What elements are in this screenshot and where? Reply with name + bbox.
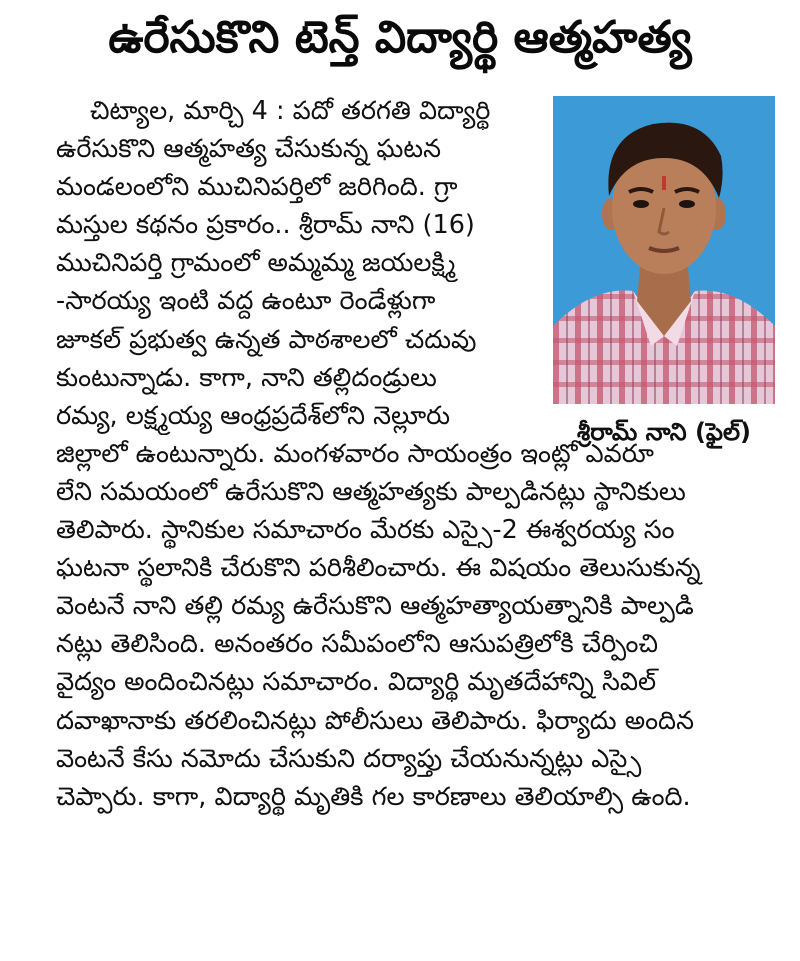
body-line: వెంటనే నాని తల్లి రమ్య ఉరేసుకొని ఆత్మహత్యాయత్నానికి పాల్పడి [56, 591, 694, 622]
body-line: నట్లు తెలిసింది. అనంతరం సమీపంలోని ఆసుపత్రిలోకి చేర్పించి [56, 629, 658, 660]
body-line: రమ్య, లక్ష్మయ్య ఆంధ్రప్రదేశ్‌లోని నెల్లూరు [56, 400, 451, 431]
body-line: మస్తుల కథనం ప్రకారం.. శ్రీరామ్ నాని (16) [56, 210, 475, 241]
body-line: జిల్లాలో ఉంటున్నారు. మంగళవారం సాయంత్రం ఇంట్లో ఎవరూ [56, 438, 654, 469]
body-line: మండలంలోని ముచినిపర్తిలో జరిగింది. గ్రా [56, 172, 458, 203]
headline: ఉరేసుకొని టెన్త్ విద్యార్థి ఆత్మహత్య [108, 12, 692, 63]
body-line: ఉరేసుకొని ఆత్మహత్య చేసుకున్న ఘటన [56, 134, 441, 165]
body-line: -సారయ్య ఇంటి వద్ద ఉంటూ రెండేళ్లుగా [56, 286, 436, 317]
photo-caption: శ్రీరామ్ నాని (ఫైల్) [577, 418, 751, 446]
body-line: తెలిపారు. స్థానికుల సమాచారం మేరకు ఎస్సై-2 ఈశ్వరయ్య సం [56, 515, 675, 546]
body-line: వైద్యం అందించినట్లు సమాచారం. విద్యార్థి మృతదేహాన్ని సివిల్ [56, 667, 657, 698]
body-line: ముచినిపర్తి గ్రామంలో అమ్మమ్మ జయలక్ష్మి [56, 248, 456, 279]
body-line: చిట్యాల, మార్చి 4 : పదో తరగతి విద్యార్థి [90, 96, 491, 126]
body-line: ఘటనా స్థలానికి చేరుకొని పరిశీలించారు. ఈ విషయం తెలుసుకున్న [56, 553, 701, 584]
body-line: వెంటనే కేసు నమోదు చేసుకుని దర్యాప్తు చేయనున్నట్లు ఎస్సై [56, 743, 642, 774]
portrait-illustration [553, 96, 775, 404]
body-line: దవాఖానాకు తరలించినట్లు పోలీసులు తెలిపారు. ఫిర్యాదు అందిన [56, 705, 694, 736]
student-photo [553, 96, 775, 404]
body-line: కుంటున్నాడు. కాగా, నాని తల్లిదండ్రులు [56, 362, 437, 393]
body-line: చెప్పారు. కాగా, విద్యార్థి మృతికి గల కారణాలు తెలియాల్సి ఉంది. [56, 781, 691, 812]
body-line: జూకల్ ప్రభుత్వ ఉన్నత పాఠశాలలో చదువు [56, 324, 477, 355]
body-line: లేని సమయంలో ఉరేసుకొని ఆత్మహత్యకు పాల్పడినట్లు స్థానికులు [56, 476, 686, 507]
